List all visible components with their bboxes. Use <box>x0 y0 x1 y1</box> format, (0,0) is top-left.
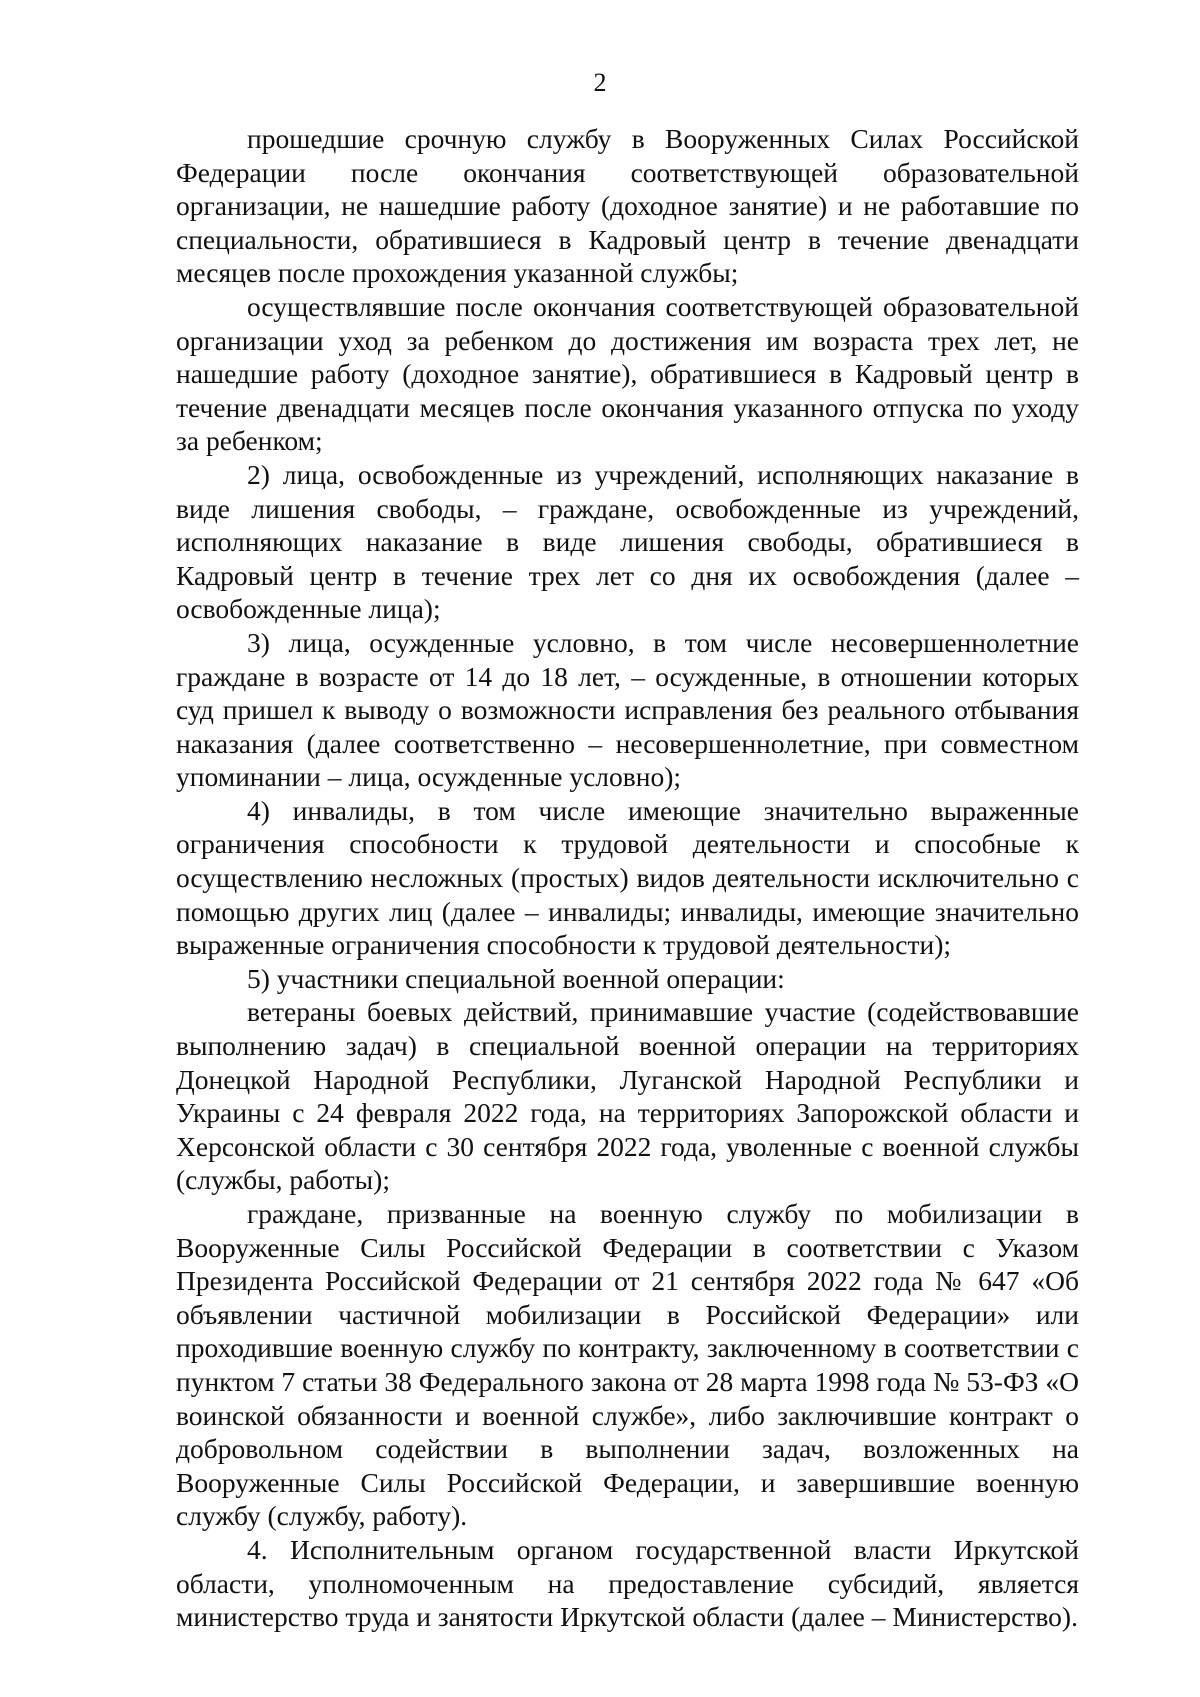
paragraph-executive-authority: 4. Исполнительным органом государственной власти Иркутской области, уполномоченным на предоставление субсидий, является министерство труда и занятости Иркутской области (далее – Министерство). <box>176 1533 1079 1633</box>
document-body <box>176 122 1079 1634</box>
paragraph-svo-participants-heading: 5) участники специальной военной операции: <box>247 962 785 994</box>
paragraph-released-persons: 2) лица, освобожденные из учреждений, исполняющих наказание в виде лишения свободы, – граждане, освобожденные из учреждений, исполняющих наказание в виде лишения свободы, обратившиеся в Кадровый центр в течение трех лет со дня их освобождения (далее – освобожденные лица); <box>176 458 1079 625</box>
paragraph-childcare-graduates: осуществлявшие после окончания соответствующей образовательной организации уход за ребенком до достижения им возраста трех лет, не нашедшие работу (доходное занятие), обратившиеся в Кадровый центр в течение двенадцати месяцев после окончания указанного отпуска по уходу за ребенком; <box>176 290 1079 457</box>
paragraph-military-service-graduates: прошедшие срочную службу в Вооруженных Силах Российской Федерации после окончания соответствующей образовательной организации, не нашедшие работу (доходное занятие) и не работавшие по специальности, обратившиеся в Кадровый центр в течение двенадцати месяцев после прохождения указанной службы; <box>176 123 1079 289</box>
paragraph-combat-veterans: ветераны боевых действий, принимавшие участие (содействовавшие выполнению задач) в специальной военной операции на территориях Донецкой Народной Республики, Луганской Народной Республики и Украины с 24 февраля 2022 года, на территориях Запорожской области и Херсонской области с 30 сентября 2022 года, уволенные с военной службы (службы, работы); <box>176 996 1079 1196</box>
page-number: 2 <box>593 68 607 97</box>
paragraph-conditionally-convicted: 3) лица, осужденные условно, в том числе несовершеннолетние граждане в возрасте от 14 до 18 лет, – осужденные, в отношении которых суд пришел к выводу о возможности исправления без реального отбывания наказания (далее соответственно – несовершеннолетние, при совместном упоминании – лица, осужденные условно); <box>176 626 1079 793</box>
paragraph-mobilized-citizens: граждане, призванные на военную службу по мобилизации в Вооруженные Силы Российской Федерации в соответствии с Указом Президента Российской Федерации от 21 сентября 2022 года № 647 «Об объявлении частичной мобилизации в Российской Федерации» или проходившие военную службу по контракту, заключенному в соответствии с пунктом 7 статьи 38 Федерального закона от 28 марта 1998 года № 53-ФЗ «О воинской обязанности и военной службе», либо заключившие контракт о добровольном содействии в выполнении задач, возложенных на Вооруженные Силы Российской Федерации, и завершившие военную службу (службу, работу). <box>176 1198 1079 1532</box>
paragraph-disabled-persons: 4) инвалиды, в том числе имеющие значительно выраженные ограничения способности к трудовой деятельности и способные к осуществлению несложных (простых) видов деятельности исключительно с помощью других лиц (далее – инвалиды; инвалиды, имеющие значительно выраженные ограничения способности к трудовой деятельности); <box>176 794 1079 961</box>
